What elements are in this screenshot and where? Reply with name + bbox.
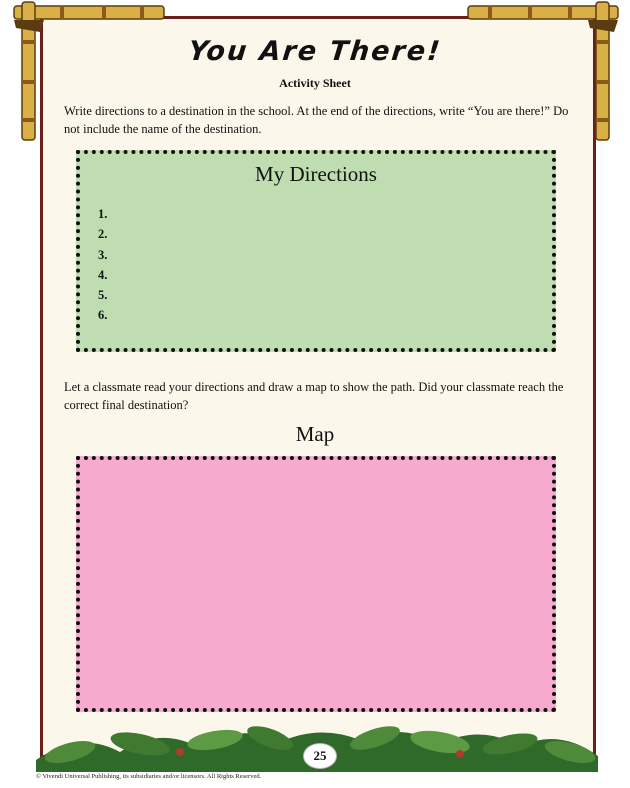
map-box: [76, 456, 556, 712]
copyright-notice: © Vivendi Universal Publishing, its subsidiaries and/or licensors. All Rights Reserved.: [36, 773, 262, 780]
page-subtitle: Activity Sheet: [279, 76, 351, 90]
directions-list: [98, 204, 107, 326]
instructions-second: Let a classmate read your directions and draw a map to show the path. Did your classmate reach the correct final destination?: [64, 380, 564, 412]
direction-item: 5.: [98, 288, 108, 303]
map-heading: Map: [295, 422, 335, 446]
direction-item: 3.: [98, 247, 108, 262]
instructions-first: Write directions to a destination in the school. At the end of the directions, write “You are there!” Do not include the name of the destination.: [64, 104, 569, 136]
direction-item: 4.: [98, 267, 108, 282]
page-title: You Are There!: [186, 36, 444, 67]
direction-item: 6.: [98, 308, 108, 323]
page-number: 25: [303, 743, 337, 769]
directions-box-title: My Directions: [255, 162, 377, 186]
directions-box: [76, 150, 556, 352]
direction-item: 1.: [98, 207, 108, 221]
direction-item: 2.: [98, 227, 108, 242]
